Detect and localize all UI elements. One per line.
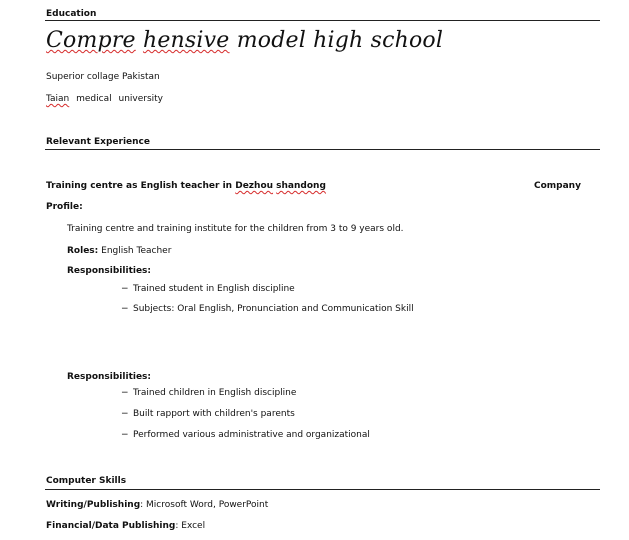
education-line-2 <box>46 94 163 104</box>
roles-line <box>67 246 171 256</box>
education-divider <box>45 20 600 21</box>
education-line-2-word-3: university <box>118 94 164 104</box>
list-item: Performed various administrative and organizational <box>133 430 370 440</box>
roles-label: Roles: <box>67 246 99 256</box>
profile-text: Training centre and training institute for the children from 3 to 9 years old. <box>67 224 404 234</box>
job-location-2: shandong <box>276 181 326 191</box>
school-title-part2: hensive <box>142 28 230 53</box>
experience-heading: Relevant Experience <box>46 137 150 147</box>
writing-value: : Microsoft Word, PowerPoint <box>140 500 269 510</box>
writing-label: Writing/Publishing <box>46 500 141 510</box>
school-title-part1: Compre <box>46 28 136 53</box>
financial-line <box>46 521 205 531</box>
responsibilities-label-2: Responsibilities: <box>67 372 152 382</box>
company-label: Company <box>534 181 581 191</box>
education-line-2-word-2: medical <box>76 94 112 104</box>
education-heading: Education <box>46 9 97 19</box>
skills-divider <box>45 489 600 490</box>
bullet-dash: − <box>121 409 129 419</box>
experience-divider <box>45 149 600 150</box>
bullet-dash: − <box>121 304 129 314</box>
bullet-dash: − <box>121 284 129 294</box>
financial-label: Financial/Data Publishing <box>46 521 176 531</box>
education-line-2-word-1: Taian <box>46 94 70 104</box>
responsibilities-label-1: Responsibilities: <box>67 266 152 276</box>
financial-value: : Excel <box>175 521 206 531</box>
education-line-1: Superior collage Pakistan <box>46 72 160 82</box>
list-item: Subjects: Oral English, Pronunciation and Communication Skill <box>133 304 414 314</box>
job-location-1: Dezhou <box>235 181 274 191</box>
school-title <box>46 28 443 53</box>
skills-heading: Computer Skills <box>46 476 127 486</box>
job-title <box>46 181 326 191</box>
bullet-dash: − <box>121 430 129 440</box>
profile-label: Profile: <box>46 202 83 212</box>
writing-line <box>46 500 268 510</box>
list-item: Built rapport with children's parents <box>133 409 295 419</box>
list-item: Trained student in English discipline <box>133 284 295 294</box>
school-title-part3: model high school <box>236 28 444 53</box>
list-item: Trained children in English discipline <box>133 388 297 398</box>
bullet-dash: − <box>121 388 129 398</box>
job-title-prefix: Training centre as English teacher in <box>46 181 233 191</box>
roles-value: English Teacher <box>101 246 172 256</box>
